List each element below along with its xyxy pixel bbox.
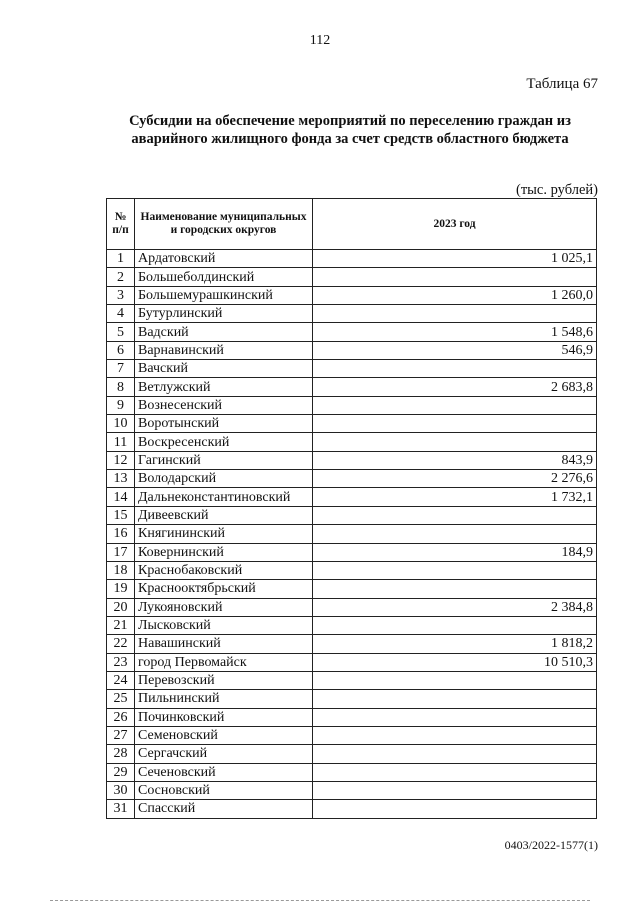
row-number-cell: 24 bbox=[107, 671, 135, 689]
table-row bbox=[107, 323, 597, 341]
row-number-cell: 13 bbox=[107, 470, 135, 488]
table-row bbox=[107, 635, 597, 653]
subsidy-value-cell bbox=[313, 360, 597, 378]
table-row bbox=[107, 561, 597, 579]
subsidy-value-cell: 10 510,3 bbox=[313, 653, 597, 671]
row-number-cell: 18 bbox=[107, 561, 135, 579]
row-number-cell: 3 bbox=[107, 286, 135, 304]
subsidy-value-cell: 2 384,8 bbox=[313, 598, 597, 616]
municipality-name-cell: Краснобаковский bbox=[135, 561, 313, 579]
municipality-name-cell: Навашинский bbox=[135, 635, 313, 653]
row-number-cell: 21 bbox=[107, 616, 135, 634]
row-number-cell: 31 bbox=[107, 800, 135, 818]
municipality-name-cell: Вачский bbox=[135, 360, 313, 378]
table-row bbox=[107, 341, 597, 359]
table-number: Таблица 67 bbox=[526, 76, 598, 92]
municipality-name-cell: Большемурашкинский bbox=[135, 286, 313, 304]
row-number-cell: 12 bbox=[107, 451, 135, 469]
table-row bbox=[107, 525, 597, 543]
table-row bbox=[107, 745, 597, 763]
units-label: (тыс. рублей) bbox=[516, 182, 598, 198]
table-row bbox=[107, 451, 597, 469]
subsidy-value-cell bbox=[313, 506, 597, 524]
table-row bbox=[107, 580, 597, 598]
table-row bbox=[107, 616, 597, 634]
row-number-cell: 23 bbox=[107, 653, 135, 671]
municipality-name-cell: Сергачский bbox=[135, 745, 313, 763]
subsidy-value-cell bbox=[313, 616, 597, 634]
municipality-name-cell: Ветлужский bbox=[135, 378, 313, 396]
table-row bbox=[107, 781, 597, 799]
row-number-cell: 5 bbox=[107, 323, 135, 341]
municipality-name-cell: Лысковский bbox=[135, 616, 313, 634]
subsidy-value-cell bbox=[313, 580, 597, 598]
table-row bbox=[107, 653, 597, 671]
municipality-name-cell: Починковский bbox=[135, 708, 313, 726]
municipality-name-cell: Княгининский bbox=[135, 525, 313, 543]
municipality-name-cell: Володарский bbox=[135, 470, 313, 488]
subsidy-value-cell bbox=[313, 305, 597, 323]
row-number-cell: 16 bbox=[107, 525, 135, 543]
table-row bbox=[107, 506, 597, 524]
subsidy-value-cell bbox=[313, 763, 597, 781]
municipality-name-cell: Сосновский bbox=[135, 781, 313, 799]
page-number: 112 bbox=[309, 33, 331, 48]
municipality-name-cell: Пильнинский bbox=[135, 690, 313, 708]
subsidy-value-cell: 843,9 bbox=[313, 451, 597, 469]
municipality-name-cell: город Первомайск bbox=[135, 653, 313, 671]
row-number-cell: 9 bbox=[107, 396, 135, 414]
subsidy-value-cell bbox=[313, 525, 597, 543]
subsidy-value-cell: 546,9 bbox=[313, 341, 597, 359]
row-number-cell: 28 bbox=[107, 745, 135, 763]
table-row bbox=[107, 286, 597, 304]
table-row bbox=[107, 598, 597, 616]
subsidy-value-cell: 1 548,6 bbox=[313, 323, 597, 341]
municipality-name-cell: Дальнеконстантиновский bbox=[135, 488, 313, 506]
municipality-name-cell: Спасский bbox=[135, 800, 313, 818]
table-row bbox=[107, 305, 597, 323]
row-number-cell: 17 bbox=[107, 543, 135, 561]
subsidy-value-cell: 1 025,1 bbox=[313, 250, 597, 268]
table-row bbox=[107, 671, 597, 689]
table-title: Субсидии на обеспечение мероприятий по переселению граждан из аварийного жилищного фонда за счет средств областного бюджета bbox=[129, 113, 571, 147]
municipality-name-cell: Дивеевский bbox=[135, 506, 313, 524]
row-number-cell: 29 bbox=[107, 763, 135, 781]
row-number-cell: 30 bbox=[107, 781, 135, 799]
row-number-cell: 22 bbox=[107, 635, 135, 653]
table-header-row bbox=[107, 199, 597, 250]
table-row bbox=[107, 763, 597, 781]
row-number-cell: 25 bbox=[107, 690, 135, 708]
municipality-name-cell: Краснооктябрьский bbox=[135, 580, 313, 598]
municipality-name-cell: Сеченовский bbox=[135, 763, 313, 781]
municipality-name-cell: Большеболдинский bbox=[135, 268, 313, 286]
table-body bbox=[107, 250, 597, 819]
subsidy-value-cell bbox=[313, 690, 597, 708]
row-number-cell: 2 bbox=[107, 268, 135, 286]
table-row bbox=[107, 415, 597, 433]
subsidy-value-cell: 1 260,0 bbox=[313, 286, 597, 304]
row-number-cell: 27 bbox=[107, 726, 135, 744]
table-row bbox=[107, 708, 597, 726]
table-row bbox=[107, 378, 597, 396]
header-name: Наименование муниципальных и городских округов bbox=[135, 199, 313, 250]
subsidy-value-cell bbox=[313, 415, 597, 433]
row-number-cell: 7 bbox=[107, 360, 135, 378]
subsidy-value-cell bbox=[313, 781, 597, 799]
table-row bbox=[107, 543, 597, 561]
row-number-cell: 15 bbox=[107, 506, 135, 524]
subsidy-table bbox=[106, 198, 597, 819]
row-number-cell: 6 bbox=[107, 341, 135, 359]
municipality-name-cell: Лукояновский bbox=[135, 598, 313, 616]
document-code: 0403/2022-1577(1) bbox=[504, 838, 598, 852]
subsidy-value-cell: 1 732,1 bbox=[313, 488, 597, 506]
subsidy-value-cell bbox=[313, 561, 597, 579]
header-num: № п/п bbox=[107, 199, 135, 250]
subsidy-value-cell: 2 683,8 bbox=[313, 378, 597, 396]
row-number-cell: 14 bbox=[107, 488, 135, 506]
row-number-cell: 20 bbox=[107, 598, 135, 616]
subsidy-value-cell bbox=[313, 433, 597, 451]
table-row bbox=[107, 433, 597, 451]
subsidy-value-cell bbox=[313, 708, 597, 726]
municipality-name-cell: Перевозский bbox=[135, 671, 313, 689]
subsidy-value-cell bbox=[313, 726, 597, 744]
row-number-cell: 10 bbox=[107, 415, 135, 433]
table-row bbox=[107, 360, 597, 378]
municipality-name-cell: Вадский bbox=[135, 323, 313, 341]
table-row bbox=[107, 800, 597, 818]
row-number-cell: 8 bbox=[107, 378, 135, 396]
row-number-cell: 19 bbox=[107, 580, 135, 598]
header-year: 2023 год bbox=[313, 199, 597, 250]
table-row bbox=[107, 268, 597, 286]
subsidy-value-cell bbox=[313, 745, 597, 763]
municipality-name-cell: Семеновский bbox=[135, 726, 313, 744]
municipality-name-cell: Ковернинский bbox=[135, 543, 313, 561]
table-row bbox=[107, 690, 597, 708]
table-row bbox=[107, 470, 597, 488]
municipality-name-cell: Гагинский bbox=[135, 451, 313, 469]
subsidy-value-cell: 1 818,2 bbox=[313, 635, 597, 653]
municipality-name-cell: Варнавинский bbox=[135, 341, 313, 359]
table-row bbox=[107, 726, 597, 744]
subsidy-value-cell bbox=[313, 671, 597, 689]
table-row bbox=[107, 250, 597, 268]
row-number-cell: 4 bbox=[107, 305, 135, 323]
subsidy-value-cell bbox=[313, 396, 597, 414]
subsidy-value-cell bbox=[313, 800, 597, 818]
subsidy-value-cell bbox=[313, 268, 597, 286]
row-number-cell: 26 bbox=[107, 708, 135, 726]
table-row bbox=[107, 488, 597, 506]
municipality-name-cell: Воротынский bbox=[135, 415, 313, 433]
subsidy-value-cell: 184,9 bbox=[313, 543, 597, 561]
municipality-name-cell: Бутурлинский bbox=[135, 305, 313, 323]
municipality-name-cell: Ардатовский bbox=[135, 250, 313, 268]
table-row bbox=[107, 396, 597, 414]
scan-edge-divider bbox=[50, 900, 590, 903]
row-number-cell: 1 bbox=[107, 250, 135, 268]
row-number-cell: 11 bbox=[107, 433, 135, 451]
subsidy-value-cell: 2 276,6 bbox=[313, 470, 597, 488]
municipality-name-cell: Вознесенский bbox=[135, 396, 313, 414]
municipality-name-cell: Воскресенский bbox=[135, 433, 313, 451]
